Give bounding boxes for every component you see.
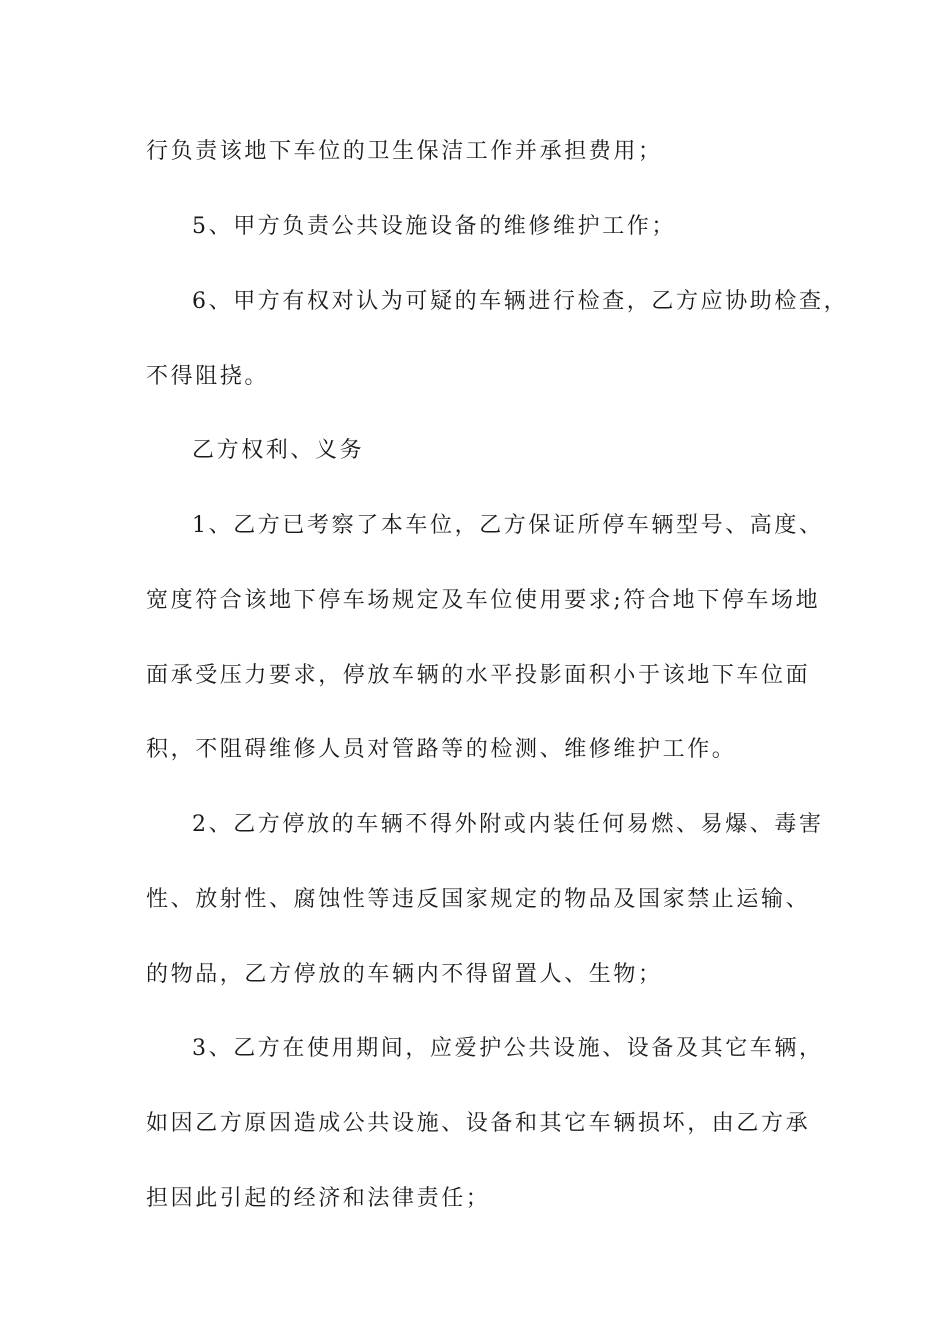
text-line: 面承受压力要求，停放车辆的水平投影面积小于该地下车位面 bbox=[146, 663, 811, 688]
text-line: 3、乙方在使用期间，应爱护公共设施、设备及其它车辆， bbox=[192, 1036, 824, 1061]
text-line: 担因此引起的经济和法律责任； bbox=[146, 1186, 491, 1211]
text-line: 2、乙方停放的车辆不得外附或内装任何易燃、易爆、毒害 bbox=[192, 812, 824, 837]
text-line: 积，不阻碍维修人员对管路等的检测、维修维护工作。 bbox=[146, 737, 737, 762]
text-line: 的物品，乙方停放的车辆内不得留置人、生物； bbox=[146, 962, 663, 987]
text-line: 5、甲方负责公共设施设备的维修维护工作； bbox=[192, 214, 676, 239]
section-heading: 乙方权利、义务 bbox=[192, 438, 365, 463]
text-line: 不得阻挠。 bbox=[146, 364, 270, 389]
text-line: 6、甲方有权对认为可疑的车辆进行检查，乙方应协助检查， bbox=[192, 289, 849, 314]
text-line: 行负责该地下车位的卫生保洁工作并承担费用； bbox=[146, 139, 663, 164]
text-line: 性、放射性、腐蚀性等违反国家规定的物品及国家禁止运输、 bbox=[146, 887, 811, 912]
text-line: 1、乙方已考察了本车位，乙方保证所停车辆型号、高度、 bbox=[192, 513, 824, 538]
text-line: 宽度符合该地下停车场规定及车位使用要求;符合地下停车场地 bbox=[146, 588, 821, 613]
text-line: 如因乙方原因造成公共设施、设备和其它车辆损坏，由乙方承 bbox=[146, 1111, 811, 1136]
